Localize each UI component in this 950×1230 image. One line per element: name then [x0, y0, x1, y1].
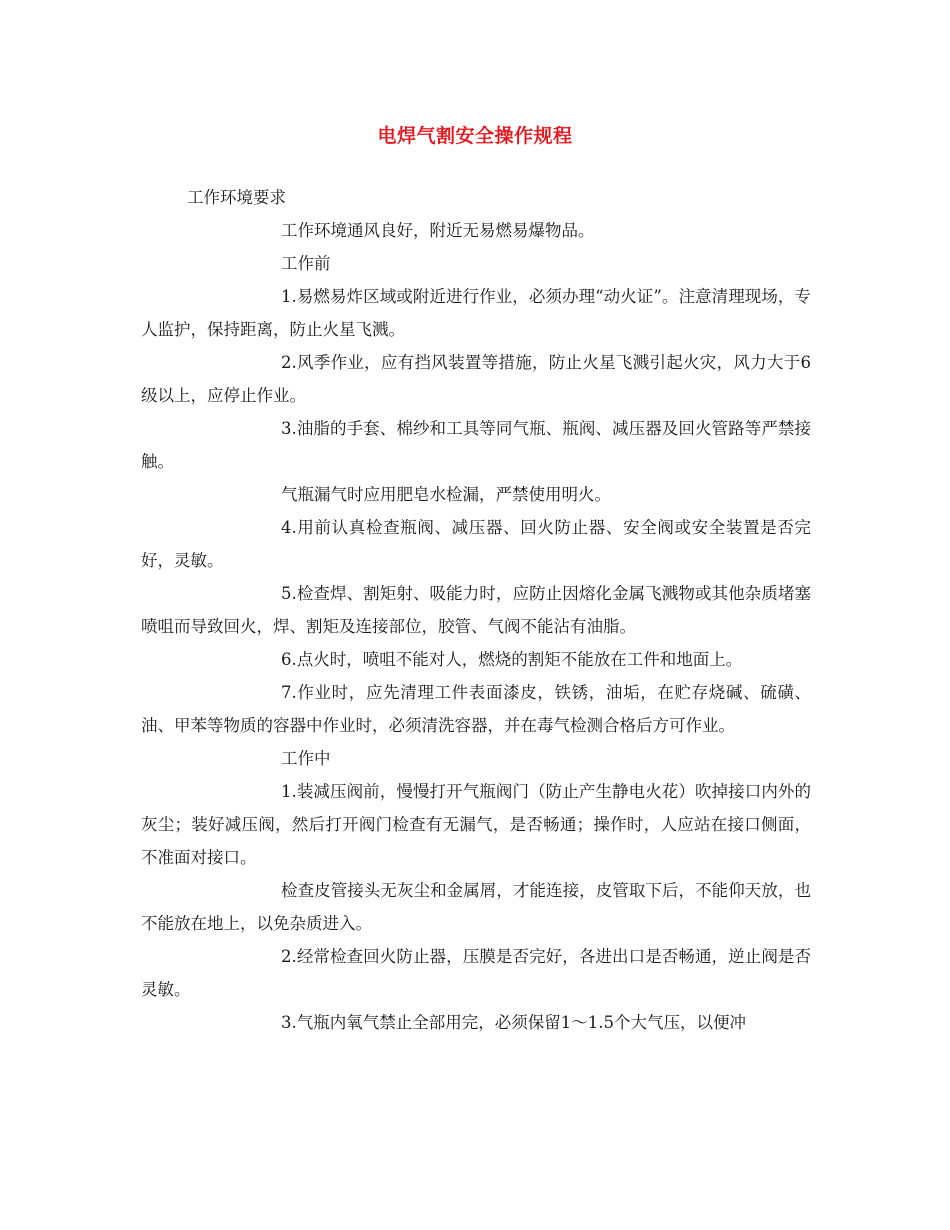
paragraph: 气瓶漏气时应用肥皂水检漏，严禁使用明火。: [281, 485, 611, 504]
paragraph: 6.点火时，喷咀不能对人，燃烧的割矩不能放在工件和地面上。: [281, 650, 743, 669]
document-title: 电焊气割安全操作规程: [377, 125, 573, 147]
paragraph: 工作环境通风良好，附近无易燃易爆物品。: [281, 221, 595, 240]
paragraph: 2.经常检查回火防止器，压膜是否完好，各进出口是否畅通，逆止阀是否灵敏。: [141, 947, 811, 999]
section-heading-during-work: 工作中: [281, 749, 331, 768]
document-body: [141, 181, 811, 1039]
paragraph: 1.装减压阀前，慢慢打开气瓶阀门（防止产生静电火花）吹掉接口内外的灰尘；装好减压阀，然后打开阀门检查有无漏气，是否畅通；操作时，人应站在接口侧面，不准面对接口。: [141, 782, 811, 867]
section-heading-before-work: 工作前: [281, 254, 331, 273]
paragraph: 1.易燃易炸区域或附近进行作业，必须办理“动火证”。注意清理现场，专人监护，保持距离，防止火星飞溅。: [141, 287, 811, 339]
paragraph: 5.检查焊、割矩射、吸能力时，应防止因熔化金属飞溅物或其他杂质堵塞喷咀而导致回火，焊、割矩及连接部位，胶管、气阀不能沾有油脂。: [141, 584, 811, 636]
paragraph: 3.油脂的手套、棉纱和工具等同气瓶、瓶阀、减压器及回火管路等严禁接触。: [141, 419, 811, 471]
section-heading-environment: 工作环境要求: [187, 188, 286, 207]
paragraph: 4.用前认真检查瓶阀、减压器、回火防止器、安全阀或安全装置是否完好，灵敏。: [141, 518, 811, 570]
paragraph: 检查皮管接头无灰尘和金属屑，才能连接，皮管取下后，不能仰天放，也不能放在地上，以免杂质进入。: [141, 881, 811, 933]
paragraph: 2.风季作业，应有挡风装置等措施，防止火星飞溅引起火灾，风力大于6级以上，应停止作业。: [141, 353, 811, 405]
paragraph: 3.气瓶内氧气禁止全部用完，必须保留1～1.5个大气压，以便冲: [281, 1013, 746, 1032]
paragraph: 7.作业时，应先清理工件表面漆皮，铁锈，油垢，在贮存烧碱、硫磺、油、甲苯等物质的容器中作业时，必须清洗容器，并在毒气检测合格后方可作业。: [141, 683, 811, 735]
